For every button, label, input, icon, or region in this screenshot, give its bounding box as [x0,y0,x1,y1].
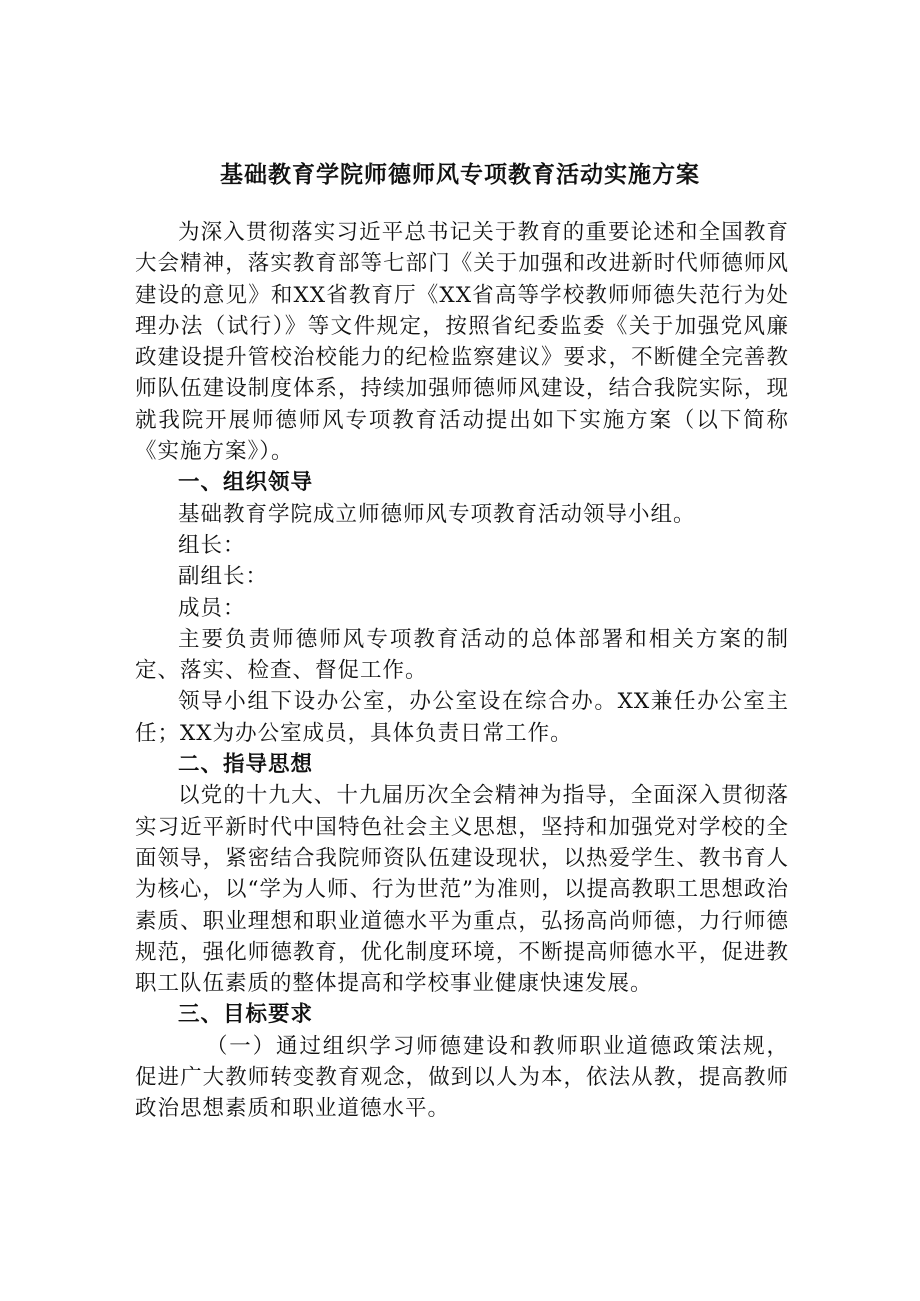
section-heading-guiding-ideology: 二、指导思想 [178,752,314,778]
organization-paragraph: 基础教育学院成立师德师风专项教育活动领导小组。 [178,501,696,527]
document-title: 基础教育学院师德师风专项教育活动实施方案 [220,161,700,188]
section-heading-organization: 一、组织领导 [178,470,314,496]
intro-paragraph: 为深入贯彻落实习近平总书记关于教育的重要论述和全国教育大会精神，落实教育部等七部门《关于加强和改进新时代师德师风建设的意见》和XX省教育厅《XX省高等学校教师师德失范行为处理办法（试行）》等文件规定，按照省纪委监委《关于加强党风廉政建设提升管校治校能力的纪检监察建议》要求，不断健全完善教师队伍建设制度体系，持续加强师德师风建设，结合我院实际，现就我院开展师德师风专项教育活动提出如下实施方案（以下简称《实施方案》）。 [135,220,789,465]
office-paragraph: 领导小组下设办公室，办公室设在综合办。XX兼任办公室主任；XX为办公室成员，具体负责日常工作。 [135,689,789,746]
guiding-ideology-paragraph: 以党的十九大、十九届历次全会精神为指导，全面深入贯彻落实习近平新时代中国特色社会主义思想，坚持和加强党对学校的全面领导，紧密结合我院师资队伍建设现状，以热爱学生、教书育人为核心，以“学为人师、行为世范”为准则，以提高教职工思想政治素质、职业理想和职业道德水平为重点，弘扬高尚师德，力行师德规范，强化师德教育，优化制度环境，不断提高师德水平，促进教职工队伍素质的整体提高和学校事业健康快速发展。 [135,783,789,997]
deputy-leader-line: 副组长： [178,564,269,590]
document-body [135,217,789,1125]
responsibility-paragraph: 主要负责师德师风专项教育活动的总体部署和相关方案的制定、落实、检查、督促工作。 [135,626,789,684]
members-line: 成员： [178,595,246,621]
goals-item-1: （一）通过组织学习师德建设和教师职业道德政策法规，促进广大教师转变教育观念，做到以人为本，依法从教，提高教师政治思想素质和职业道德水平。 [135,1033,789,1122]
group-leader-line: 组长： [178,532,246,558]
section-heading-goals: 三、目标要求 [178,1002,314,1028]
